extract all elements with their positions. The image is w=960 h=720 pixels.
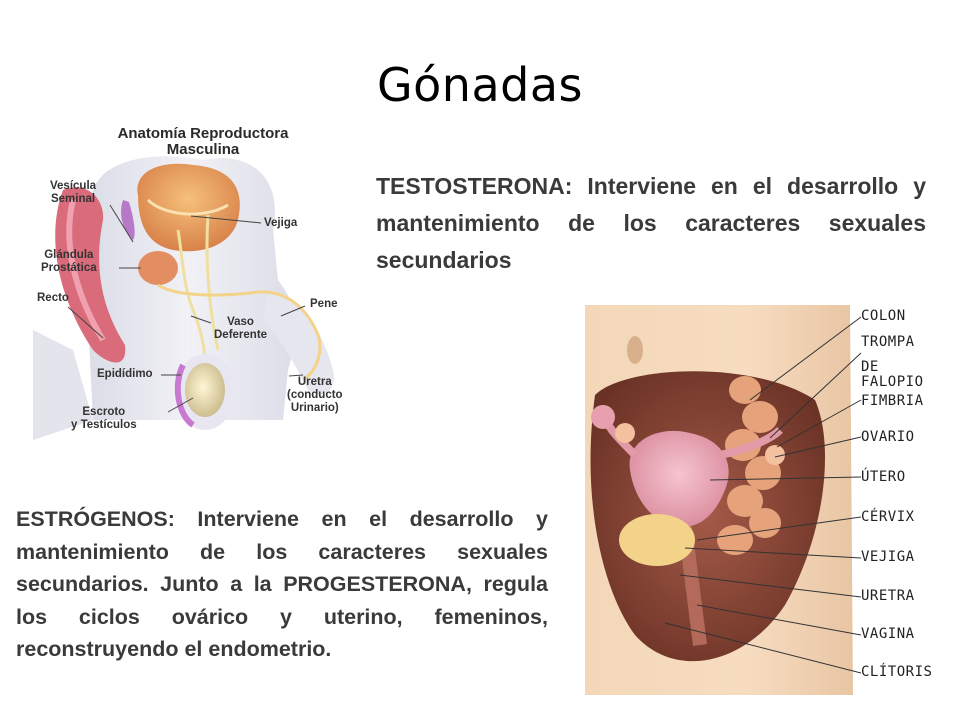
label-line: Deferente [214, 329, 268, 341]
male-diagram-title [73, 126, 333, 158]
label-line: Vaso [227, 316, 254, 328]
testosterona-term: TESTOSTERONA: [376, 173, 573, 199]
estrogenos-term: ESTRÓGENOS: [16, 507, 175, 531]
label-pene: Pene [310, 298, 338, 310]
label-fimbria: FIMBRIA [861, 393, 924, 409]
testosterona-paragraph [376, 168, 926, 279]
label-line: Vesícula [50, 180, 97, 192]
label-line: y Testículos [71, 419, 137, 431]
label-vejiga: Vejiga [264, 217, 298, 229]
female-anatomy-figure [585, 305, 935, 695]
label-escroto-testiculos [71, 406, 137, 432]
label-line: Urinario) [290, 402, 339, 414]
label-trompa: TROMPA [861, 334, 915, 350]
label-line: Escroto [82, 406, 126, 418]
label-uretra [287, 376, 343, 415]
estrogenos-text-part2: , regula los ciclos ovárico y uterino, femeninos, reconstruyendo el endometrio. [16, 572, 548, 661]
label-cervix: CÉRVIX [861, 509, 915, 525]
male-diagram-title-line1: Anatomía Reproductora [117, 125, 289, 142]
testosterona-text: Interviene en el desarrollo y mantenimiento de los caracteres sexuales secundarios [376, 173, 927, 273]
slide-title: Gónadas [377, 58, 583, 112]
label-vaso-deferente [214, 316, 267, 342]
label-line: Prostática [41, 262, 97, 274]
label-vagina: VAGINA [861, 626, 915, 642]
label-ovario: OVARIO [861, 429, 915, 445]
label-colon: COLON [861, 308, 906, 324]
label-clitoris: CLÍTORIS [861, 664, 933, 680]
progesterona-term: PROGESTERONA [283, 572, 466, 596]
male-anatomy-figure [33, 120, 363, 442]
label-glandula-prostatica [41, 249, 97, 275]
label-line: Seminal [50, 193, 96, 205]
label-vejiga-f: VEJIGA [861, 549, 915, 565]
label-uretra-f: URETRA [861, 588, 915, 604]
label-line: Glándula [44, 249, 94, 261]
estrogenos-paragraph [16, 503, 548, 666]
label-de-falopio: DE FALOPIO [861, 359, 924, 390]
male-diagram-title-line2: Masculina [166, 141, 240, 158]
label-utero: ÚTERO [861, 469, 906, 485]
label-line: (conducto [287, 389, 343, 401]
estrogenos-text-part1: Interviene en el desarrollo y mantenimiento de los caracteres sexuales secundarios. Junto a la [16, 507, 548, 596]
label-line: Uretra [297, 376, 332, 388]
label-epididimo: Epidídimo [97, 368, 153, 380]
label-recto: Recto [37, 292, 69, 304]
label-vesicula-seminal [50, 180, 96, 206]
